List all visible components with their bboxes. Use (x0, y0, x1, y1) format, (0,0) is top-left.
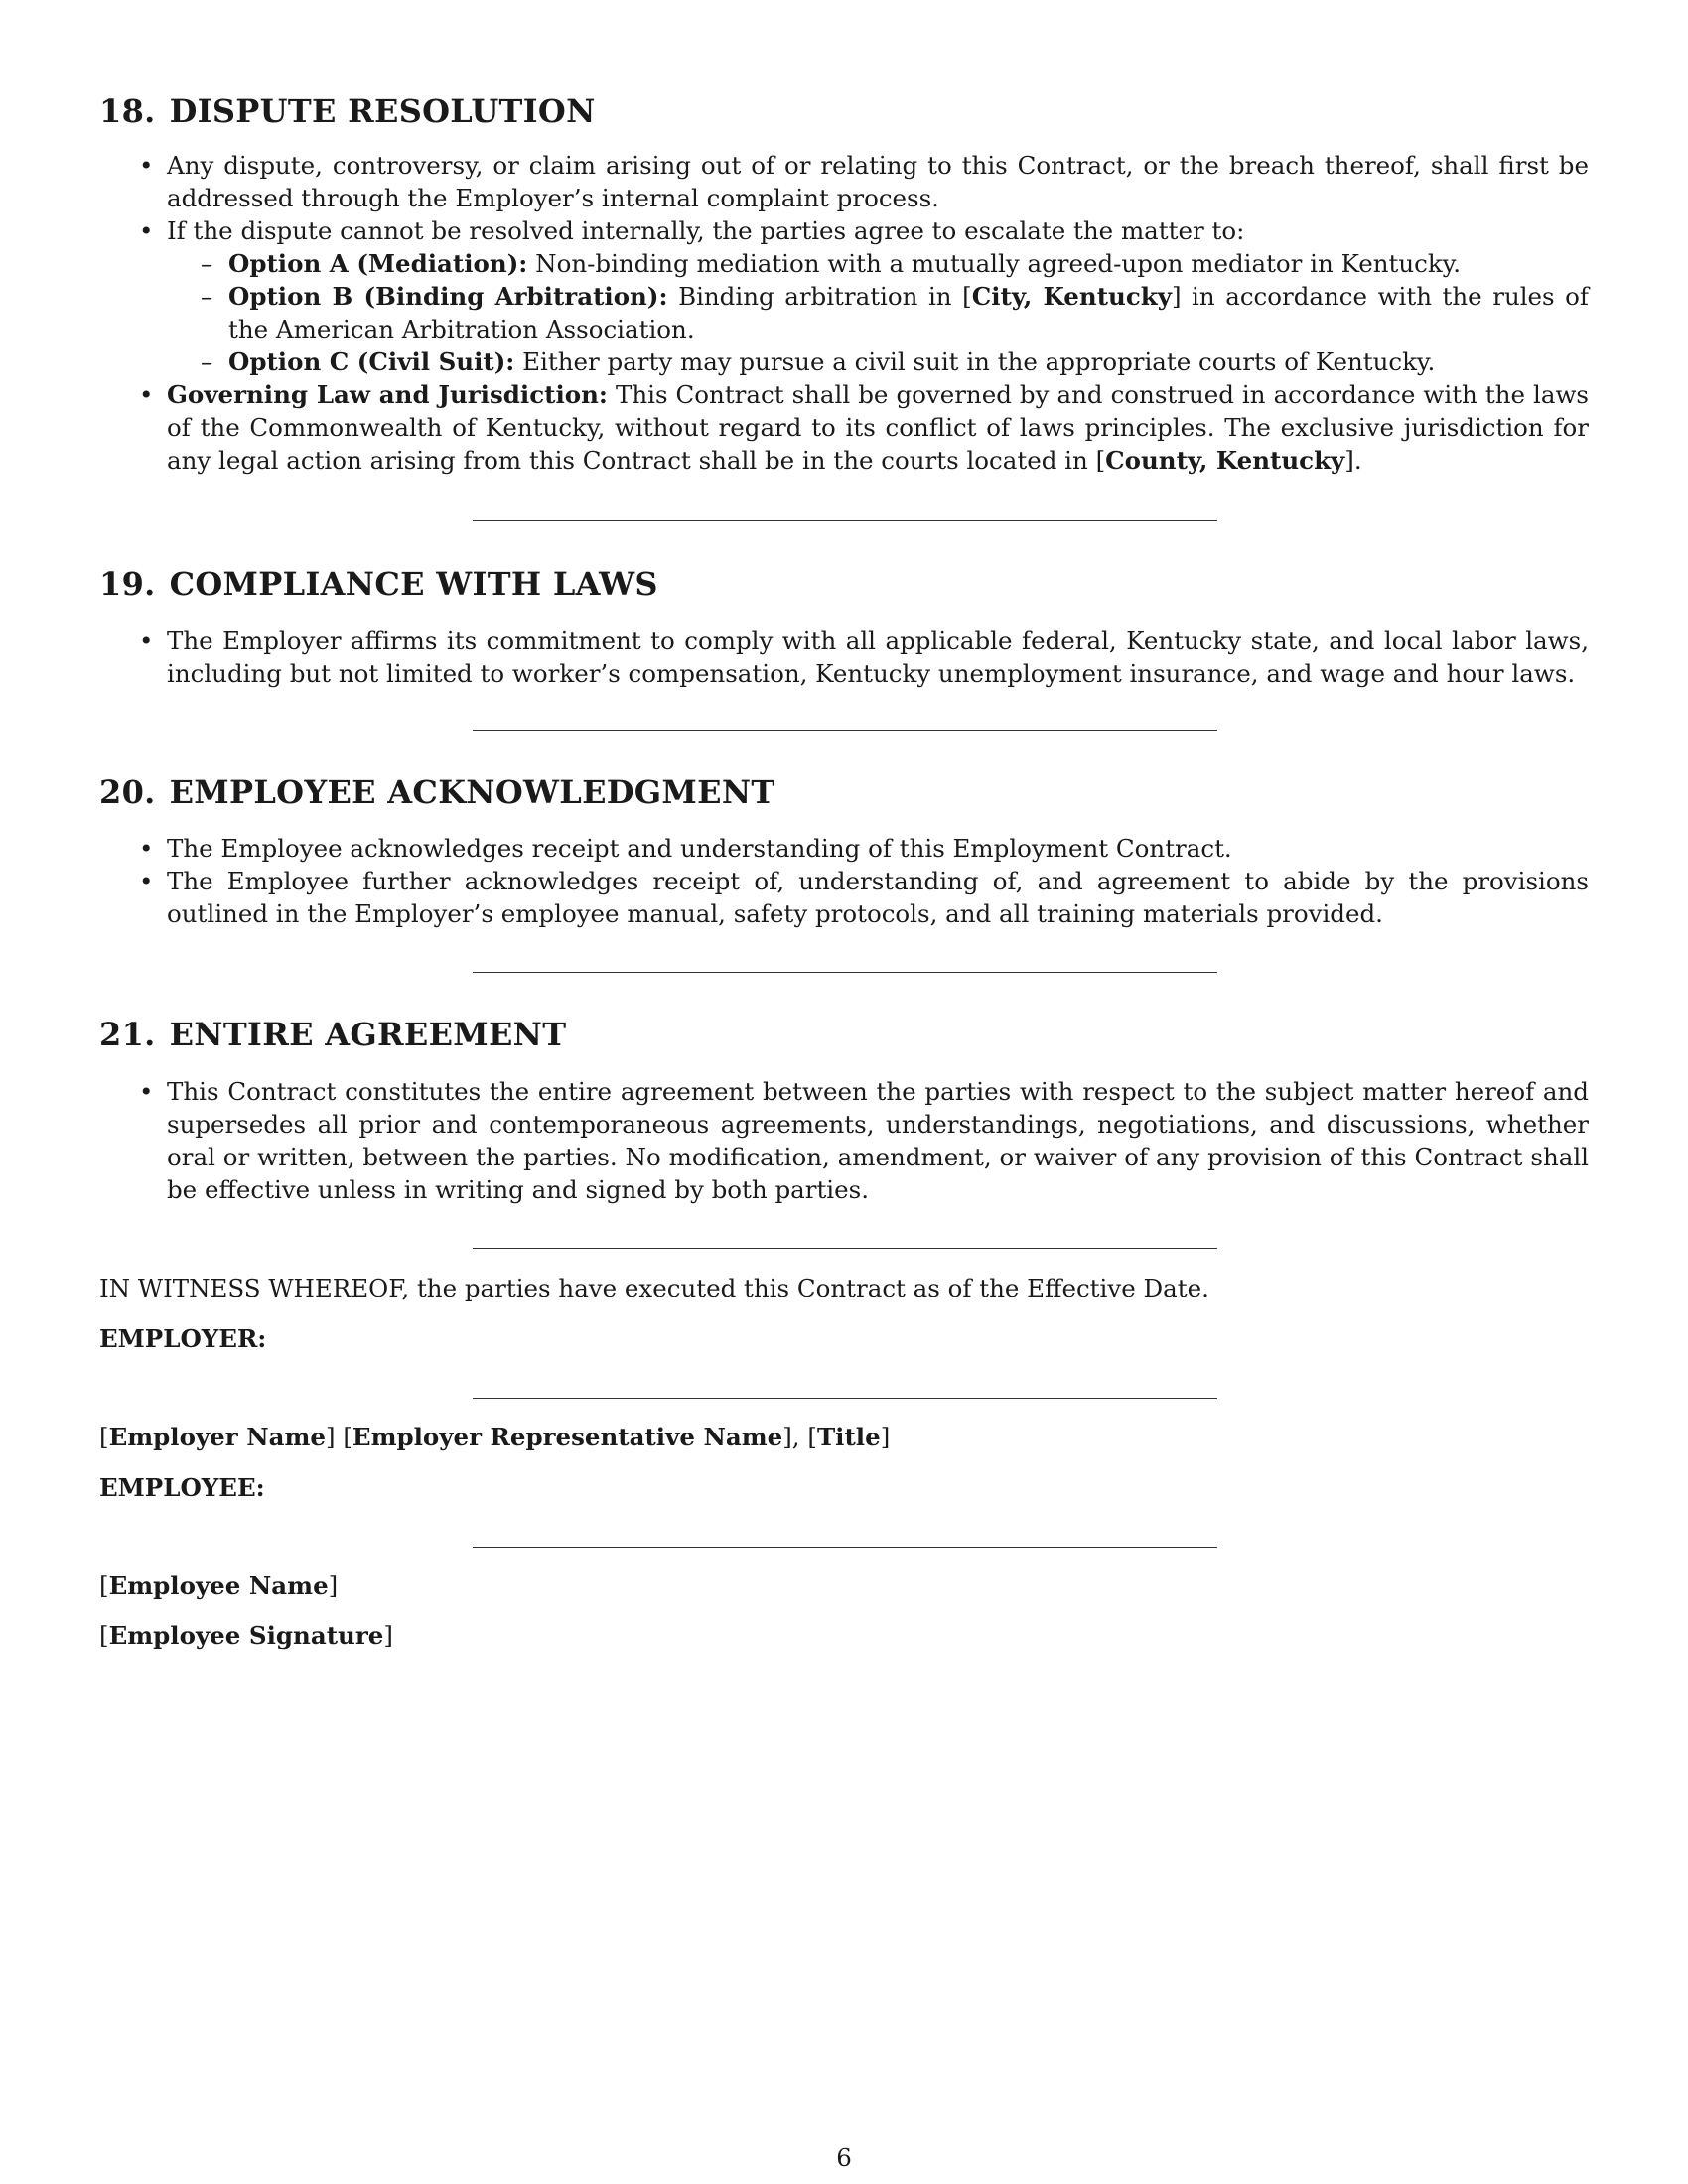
list-item (99, 1075, 1589, 1206)
list-item (99, 865, 1589, 930)
section-title: DISPUTE RESOLUTION (169, 92, 596, 130)
option-label: Option B (Binding Arbitration): (228, 282, 668, 311)
sub-list-item-option-b (167, 280, 1589, 345)
section-number: 20. (99, 773, 156, 811)
section-21-heading (99, 1016, 566, 1053)
sub-list-item-option-a (167, 247, 1589, 280)
employer-title-placeholder: Title (816, 1423, 881, 1451)
section-number: 18. (99, 92, 156, 130)
list-item-text: The Employee acknowledges receipt and understanding of this Employment Contract. (167, 834, 1232, 863)
list-item (99, 214, 1589, 378)
section-title: ENTIRE AGREEMENT (169, 1016, 567, 1053)
section-divider (473, 972, 1217, 973)
bullet-list (99, 149, 1589, 477)
section-20-heading (99, 773, 775, 811)
employee-name-placeholder: Employee Name (108, 1571, 329, 1600)
list-item-text: Any dispute, controversy, or claim arising out of or relating to this Contract, or the breach thereof, shall first be addressed through the Employer’s internal complaint process. (167, 151, 1589, 212)
section-18-body (99, 149, 1589, 477)
option-text: Binding arbitration in [ (667, 282, 972, 311)
employer-signature-line (473, 1398, 1217, 1399)
placeholder-city: City, Kentucky (971, 282, 1172, 311)
clause-label: Governing Law and Jurisdiction: (167, 380, 608, 409)
clause-text: This Contract shall be governed by and construed in accordance with the laws of the Commonwealth of Kentucky, without regard to its conflict of laws principles. The exclusive jurisdiction for any legal action arising from this Contract shall be in the courts located in [ (167, 380, 1589, 475)
option-label: Option A (Mediation): (228, 249, 528, 278)
employer-heading: EMPLOYER: (99, 1324, 267, 1353)
section-number: 19. (99, 565, 156, 603)
employee-signature-label: [Employee Signature] (99, 1621, 393, 1650)
section-20-body (99, 832, 1589, 930)
section-title: COMPLIANCE WITH LAWS (169, 565, 658, 603)
sub-list (167, 247, 1589, 378)
list-item (99, 149, 1589, 214)
section-title: EMPLOYEE ACKNOWLEDGMENT (169, 773, 775, 811)
list-item-text: The Employer affirms its commitment to comply with all applicable federal, Kentucky state, and local labor laws, including but not limited to worker’s compensation, Kentucky unemployment insurance, and wage and hour laws. (167, 626, 1589, 688)
employee-signature-line (473, 1547, 1217, 1548)
list-item-text: The Employee further acknowledges receipt of, understanding of, and agreement to abide by the provisions outlined in the Employer’s employee manual, safety protocols, and all training materials provided. (167, 867, 1589, 928)
section-number: 21. (99, 1016, 156, 1053)
placeholder-county: County, Kentucky (1105, 446, 1345, 475)
section-18-heading (99, 92, 596, 130)
clause-text: ]. (1344, 446, 1362, 475)
section-divider (473, 730, 1217, 731)
section-divider (473, 520, 1217, 521)
page-number: 6 (836, 2143, 852, 2172)
option-label: Option C (Civil Suit): (228, 347, 515, 376)
section-19-heading (99, 565, 658, 603)
list-item (99, 832, 1589, 865)
option-text: Non-binding mediation with a mutually agreed-upon mediator in Kentucky. (527, 249, 1462, 278)
list-item (99, 624, 1589, 690)
section-21-body (99, 1075, 1589, 1206)
list-item (99, 378, 1589, 477)
list-item-text: If the dispute cannot be resolved internally, the parties agree to escalate the matter to: (167, 216, 1245, 245)
section-divider (473, 1248, 1217, 1249)
bullet-list (99, 1075, 1589, 1206)
list-item-text: This Contract constitutes the entire agreement between the parties with respect to the subject matter hereof and supersedes all prior and contemporaneous agreements, understandings, negotiations, and discussions, whether oral or written, between the parties. No modification, amendment, or waiver of any provision of this Contract shall be effective unless in writing and signed by both parties. (167, 1077, 1589, 1204)
employee-signature-placeholder: Employee Signature (108, 1621, 384, 1650)
employer-name-line: [Employer Name] [Employer Representative Name], [Title] (99, 1423, 891, 1451)
employee-heading: EMPLOYEE: (99, 1473, 265, 1502)
bullet-list (99, 832, 1589, 930)
bullet-list (99, 624, 1589, 690)
option-text: Either party may pursue a civil suit in the appropriate courts of Kentucky. (514, 347, 1436, 376)
sub-list-item-option-c (167, 345, 1589, 378)
option-text: ] in accordance with the rules of the American Arbitration Association. (228, 282, 1589, 343)
employer-name-placeholder: Employer Name (108, 1423, 326, 1451)
witness-statement: IN WITNESS WHEREOF, the parties have executed this Contract as of the Effective Date. (99, 1274, 1209, 1302)
employer-representative-placeholder: Employer Representative Name (352, 1423, 783, 1451)
employee-name-line: [Employee Name] (99, 1571, 339, 1600)
section-19-body (99, 624, 1589, 690)
